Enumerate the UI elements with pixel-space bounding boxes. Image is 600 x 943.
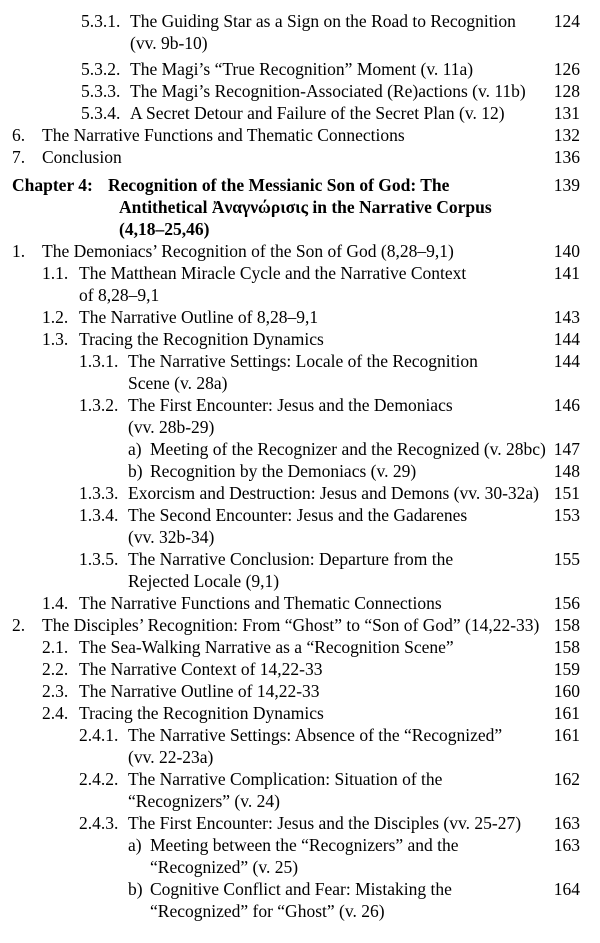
toc-page-number: 162: [553, 769, 580, 789]
toc-title-line: Meeting of the Recognizer and the Recognized (v. 28bc): [150, 439, 546, 459]
toc-number: a): [128, 835, 142, 855]
toc-page-number: 126: [553, 59, 580, 79]
toc-page-number: 158: [553, 615, 580, 635]
toc-title-line: Conclusion: [42, 147, 122, 167]
toc-title-line: (vv. 28b-29): [128, 417, 215, 437]
toc-number: 1.3.2.: [79, 395, 119, 415]
toc-number: 5.3.3.: [81, 81, 121, 101]
toc-page-number: 144: [553, 329, 580, 349]
toc-page-number: 147: [553, 439, 580, 459]
toc-number: 1.4.: [42, 593, 69, 613]
toc-number: 1.: [12, 241, 26, 261]
toc-title-line: “Recognized” (v. 25): [150, 857, 299, 877]
toc-number: 1.3.1.: [79, 351, 119, 371]
toc-page-number: 131: [553, 103, 580, 123]
toc-page-number: 153: [553, 505, 580, 525]
toc-number: b): [128, 461, 143, 481]
toc-title-line: Exorcism and Destruction: Jesus and Demons (vv. 30-32a): [128, 483, 540, 503]
toc-page-number: 136: [553, 147, 580, 167]
toc-title-line: of 8,28–9,1: [79, 285, 160, 305]
toc-title-line: The Demoniacs’ Recognition of the Son of God (8,28–9,1): [42, 241, 454, 261]
toc-page-number: 163: [553, 835, 580, 855]
toc-page-number: 151: [553, 483, 580, 503]
toc-title-line: The Guiding Star as a Sign on the Road to Recognition: [130, 11, 516, 31]
toc-title-line: The Narrative Functions and Thematic Connections: [79, 593, 442, 613]
toc-number: 2.4.2.: [79, 769, 119, 789]
toc-number: 1.1.: [42, 263, 69, 283]
toc-title-line: The Narrative Conclusion: Departure from the: [128, 549, 454, 569]
toc-page-number: 132: [553, 125, 580, 145]
toc-number: 2.4.3.: [79, 813, 119, 833]
toc-title-line: The Narrative Settings: Locale of the Recognition: [128, 351, 478, 371]
toc-title-line: A Secret Detour and Failure of the Secret Plan (v. 12): [130, 103, 505, 123]
toc-title-line: The Sea-Walking Narrative as a “Recognition Scene”: [79, 637, 454, 657]
toc-title-line: Tracing the Recognition Dynamics: [79, 329, 324, 349]
toc-page-number: 164: [553, 879, 580, 899]
toc-number: 5.3.2.: [81, 59, 121, 79]
toc-page-number: 161: [553, 725, 580, 745]
toc-page-number: 160: [553, 681, 580, 701]
toc-number: 2.2.: [42, 659, 69, 679]
toc-number: 5.3.4.: [81, 103, 121, 123]
toc-title-line: “Recognizers” (v. 24): [128, 791, 280, 811]
toc-title-line: (vv. 32b-34): [128, 527, 215, 547]
toc-title-line: The Narrative Settings: Absence of the “Recognized”: [128, 725, 503, 745]
toc-title-line: The Narrative Complication: Situation of the: [128, 769, 443, 789]
toc-page-number: 141: [553, 263, 580, 283]
toc-number: 1.3.4.: [79, 505, 119, 525]
toc-title-line: The Narrative Outline of 8,28–9,1: [79, 307, 319, 327]
toc-number: 7.: [12, 147, 26, 167]
toc-title-line: Rejected Locale (9,1): [128, 571, 280, 591]
toc-page-number: 139: [553, 175, 580, 195]
toc-title-line: Meeting between the “Recognizers” and the: [150, 835, 459, 855]
toc-title-line: (vv. 22-23a): [128, 747, 214, 767]
toc-title-line: The Magi’s “True Recognition” Moment (v. 11a): [130, 59, 474, 79]
toc-page-number: 159: [553, 659, 580, 679]
toc-title-line: The Disciples’ Recognition: From “Ghost” to “Son of God” (14,22-33): [42, 615, 540, 635]
toc-title-line: Recognition by the Demoniacs (v. 29): [150, 461, 417, 481]
toc-page-number: 146: [553, 395, 580, 415]
toc-title-line: The Matthean Miracle Cycle and the Narrative Context: [79, 263, 467, 283]
toc-number: 2.4.1.: [79, 725, 119, 745]
toc-page-number: 161: [553, 703, 580, 723]
toc-page-number: 163: [553, 813, 580, 833]
toc-number: b): [128, 879, 143, 899]
toc-title-line: “Recognized” for “Ghost” (v. 26): [150, 901, 385, 921]
toc-title-line: Antithetical Ἀναγνώρισις in the Narrative Corpus: [119, 197, 492, 217]
toc-title-line: The First Encounter: Jesus and the Disciples (vv. 25-27): [128, 813, 522, 833]
toc-number: 2.1.: [42, 637, 69, 657]
toc-page-number: 140: [553, 241, 580, 261]
toc-title-line: The Narrative Outline of 14,22-33: [79, 681, 320, 701]
toc-title-line: Cognitive Conflict and Fear: Mistaking the: [150, 879, 452, 899]
toc-title-line: The Narrative Functions and Thematic Connections: [42, 125, 405, 145]
toc-page-number: 158: [553, 637, 580, 657]
toc-title-line: (vv. 9b-10): [130, 33, 208, 53]
toc-title-line: The Magi’s Recognition-Associated (Re)actions (v. 11b): [130, 81, 526, 101]
toc-page-number: 143: [553, 307, 580, 327]
toc-page-number: 148: [553, 461, 580, 481]
toc-number: 5.3.1.: [81, 11, 121, 31]
toc-number: 1.3.: [42, 329, 69, 349]
toc-number: 2.4.: [42, 703, 69, 723]
toc-number: 6.: [12, 125, 26, 145]
toc-title-line: The Second Encounter: Jesus and the Gadarenes: [128, 505, 468, 525]
toc-chapter-label: Chapter 4:: [12, 175, 93, 195]
toc-page-number: 128: [553, 81, 580, 101]
toc-title-line: The First Encounter: Jesus and the Demoniacs: [128, 395, 453, 415]
toc-page-number: 155: [553, 549, 580, 569]
toc-title-line: The Narrative Context of 14,22-33: [79, 659, 323, 679]
toc-number: 1.2.: [42, 307, 69, 327]
toc-title-line: (4,18–25,46): [119, 219, 210, 239]
toc-number: a): [128, 439, 142, 459]
toc-page-number: 124: [553, 11, 580, 31]
toc-page-number: 156: [553, 593, 580, 613]
toc-number: 1.3.3.: [79, 483, 119, 503]
toc-title-line: Recognition of the Messianic Son of God: The: [108, 175, 450, 195]
toc-number: 2.: [12, 615, 26, 635]
toc-number: 1.3.5.: [79, 549, 119, 569]
toc-title-line: Scene (v. 28a): [128, 373, 228, 393]
toc-page-number: 144: [553, 351, 580, 371]
toc-title-line: Tracing the Recognition Dynamics: [79, 703, 324, 723]
toc-number: 2.3.: [42, 681, 69, 701]
